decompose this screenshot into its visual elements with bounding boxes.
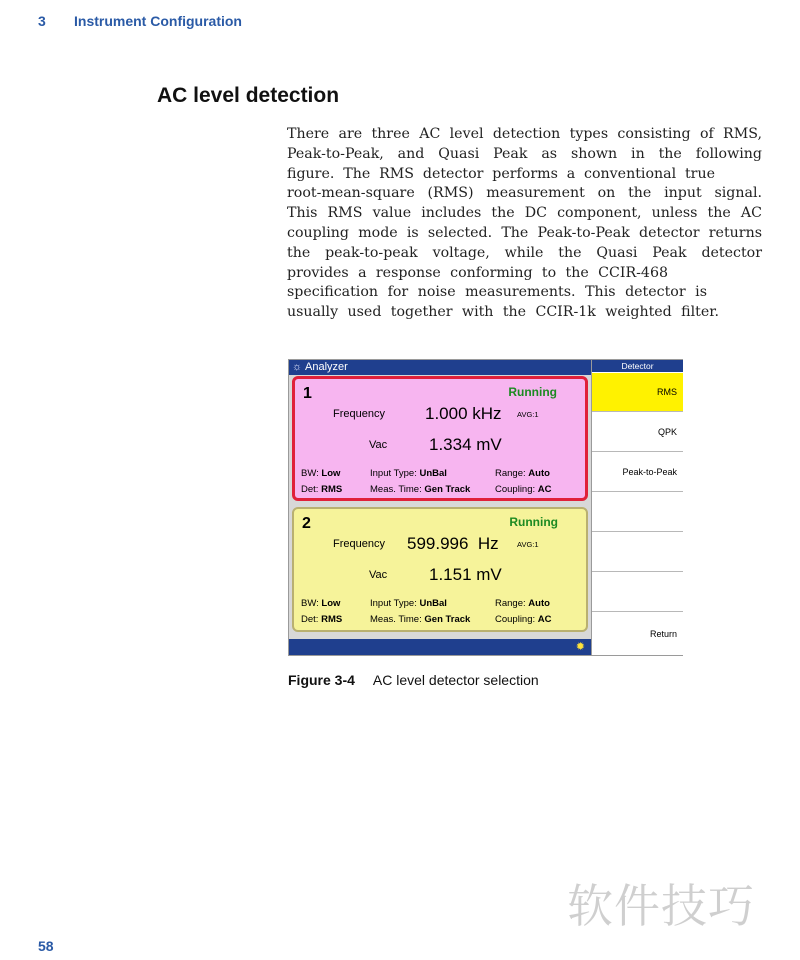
softkey-blank[interactable]: [592, 573, 683, 612]
body-line: There are three AC level detection types consisting of RMS,: [287, 126, 762, 142]
softkey-blank[interactable]: [592, 493, 683, 532]
frequency-value: 1.000 kHz: [425, 404, 502, 423]
coupling-info: Coupling: AC: [495, 614, 552, 625]
det-info: Det: RMS: [301, 614, 343, 625]
vac-label: Vac: [369, 569, 388, 581]
sun-icon: ✹: [575, 641, 585, 653]
chapter-title: Instrument Configuration: [74, 13, 242, 29]
status-bar: [289, 639, 591, 655]
analyzer-screen: [288, 359, 683, 656]
chapter-number: 3: [38, 13, 46, 29]
body-line: usually used together with the CCIR-1k weighted filter.: [287, 304, 719, 321]
body-line: root-mean-square (RMS) measurement on the input signal.: [287, 185, 762, 202]
channel-number: 2: [302, 515, 311, 532]
body-paragraph: [287, 125, 762, 323]
frequency-label: Frequency: [333, 538, 385, 550]
sun-icon: ☼: [291, 361, 303, 373]
analyzer-title: Analyzer: [305, 361, 348, 373]
figure-caption-text: AC level detector selection: [372, 672, 539, 688]
input-type-info: Input Type: UnBal: [370, 598, 447, 609]
coupling-info: Coupling: AC: [495, 484, 552, 495]
body-line: figure. The RMS detector performs a conventional true: [287, 165, 715, 182]
softkey-menu: [591, 360, 683, 655]
watermark: 软件技巧: [567, 879, 755, 933]
softkey-blank[interactable]: [592, 533, 683, 572]
section-title: AC level detection: [157, 84, 340, 107]
body-line: specification for noise measurements. This detector is: [287, 284, 707, 301]
channel-2-panel[interactable]: [292, 507, 588, 632]
figure-caption: [288, 672, 539, 688]
page-number: 58: [38, 938, 54, 954]
softkey-qpk[interactable]: QPK: [592, 413, 683, 452]
running-header: [38, 13, 242, 29]
status-running: Running: [508, 385, 557, 399]
body-line: provides a response conforming to the CCIR-468: [287, 264, 668, 281]
avg-count: AVG:1: [517, 410, 539, 419]
channel-number: 1: [303, 385, 312, 402]
softkey-peak-to-peak[interactable]: Peak-to-Peak: [592, 453, 683, 492]
softkey-menu-title: Detector: [592, 360, 683, 372]
bw-info: BW: Low: [301, 468, 341, 479]
softkey-return[interactable]: Return: [649, 629, 677, 639]
vac-value: 1.334 mV: [429, 435, 502, 454]
body-line: This RMS value includes the DC component, unless the AC: [287, 205, 762, 222]
analyzer-titlebar: [289, 360, 591, 375]
frequency-value: 599.996 Hz: [407, 534, 499, 553]
range-info: Range: Auto: [495, 598, 550, 609]
softkey-rms[interactable]: RMS: [592, 373, 683, 412]
vac-value: 1.151 mV: [429, 565, 502, 584]
meas-time-info: Meas. Time: Gen Track: [370, 614, 471, 625]
vac-label: Vac: [369, 439, 388, 451]
body-line: coupling mode is selected. The Peak-to-Peak detector returns: [287, 224, 762, 241]
channel-1-panel[interactable]: [292, 376, 588, 501]
range-info: Range: Auto: [495, 468, 550, 479]
frequency-label: Frequency: [333, 408, 385, 420]
avg-count: AVG:1: [517, 540, 539, 549]
figure-number: Figure 3-4: [288, 672, 355, 688]
body-line: Peak-to-Peak, and Quasi Peak as shown in the following: [287, 145, 762, 162]
body-line: the peak-to-peak voltage, while the Quasi Peak detector: [287, 244, 762, 261]
bw-info: BW: Low: [301, 598, 341, 609]
meas-time-info: Meas. Time: Gen Track: [370, 484, 471, 495]
input-type-info: Input Type: UnBal: [370, 468, 447, 479]
status-running: Running: [509, 515, 558, 529]
det-info: Det: RMS: [301, 484, 343, 495]
